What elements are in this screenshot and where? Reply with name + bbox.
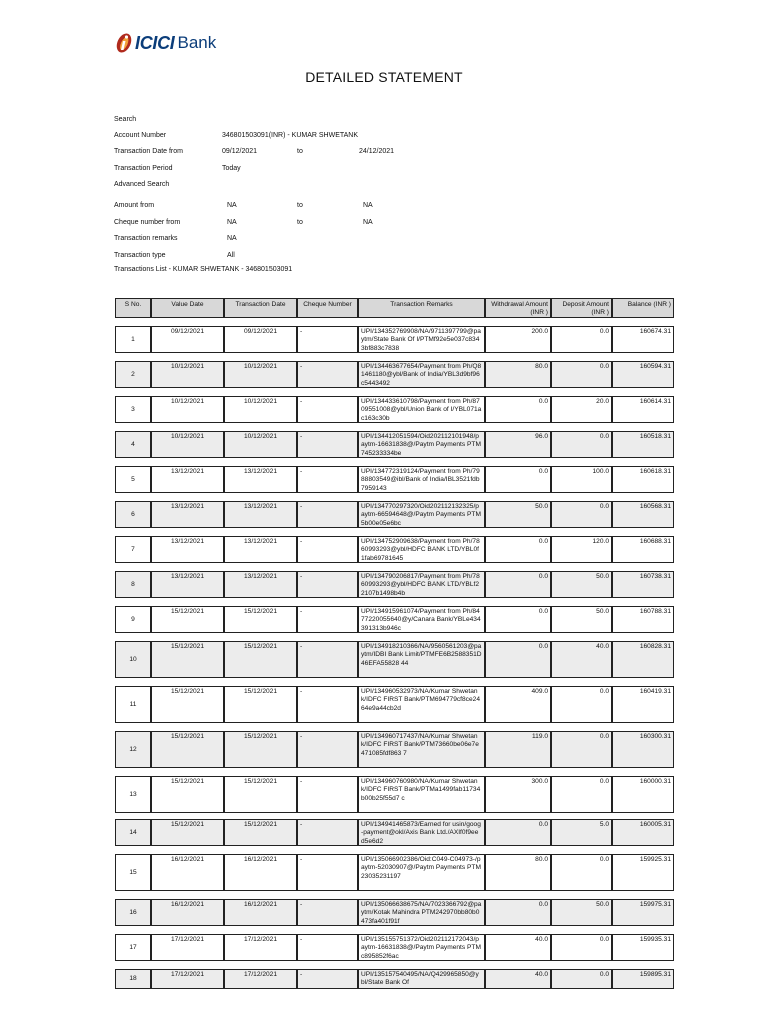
table-row	[115, 899, 674, 926]
cell-deposit: 0.0	[551, 731, 612, 768]
cell-withdrawal: 0.0	[485, 536, 551, 563]
advanced-search-label: Advanced Search	[114, 181, 170, 188]
cell-cheque: -	[297, 466, 358, 493]
type-label: Transaction type	[114, 252, 166, 259]
cell-txn-date: 10/12/2021	[224, 361, 297, 388]
cell-txn-date: 15/12/2021	[224, 731, 297, 768]
table-row	[115, 686, 674, 723]
cell-remarks: UPI/134960717437/NA/Kumar Shwetank/IDFC FIRST Bank/PTM73660be06e7e471085fdf863 7	[358, 731, 485, 768]
cell-sno: 18	[115, 969, 151, 989]
cell-withdrawal: 0.0	[485, 571, 551, 598]
cell-value-date: 15/12/2021	[151, 819, 224, 846]
cell-txn-date: 13/12/2021	[224, 571, 297, 598]
cell-sno: 3	[115, 396, 151, 423]
cell-deposit: 0.0	[551, 934, 612, 961]
cell-cheque: -	[297, 776, 358, 813]
cell-deposit: 0.0	[551, 686, 612, 723]
cell-cheque: -	[297, 934, 358, 961]
col-header: Value Date	[151, 298, 224, 318]
cell-cheque: -	[297, 396, 358, 423]
cell-deposit: 0.0	[551, 326, 612, 353]
cell-withdrawal: 0.0	[485, 396, 551, 423]
type-value: All	[227, 252, 235, 259]
cell-value-date: 10/12/2021	[151, 431, 224, 458]
date-to-value: 24/12/2021	[359, 148, 395, 155]
cell-cheque: -	[297, 431, 358, 458]
cell-value-date: 13/12/2021	[151, 501, 224, 528]
cell-balance: 160005.31	[612, 819, 674, 846]
cell-remarks: UPI/134752909638/Payment from Ph/7860993293@ybl/HDFC BANK LTD/YBL0f1fab69781645	[358, 536, 485, 563]
cell-sno: 9	[115, 606, 151, 633]
cell-cheque: -	[297, 606, 358, 633]
cell-remarks: UPI/135155751372/Oid202112172043/paytm-16631838@/Paytm Payments PTMc895852f6ac	[358, 934, 485, 961]
date-to-word: to	[297, 148, 303, 155]
cell-cheque: -	[297, 641, 358, 678]
cell-remarks: UPI/134918210366/NA/9560561203@paytm/IDBI Bank Limit/PTMFE6B2588351D46EFA55828 44	[358, 641, 485, 678]
table-row	[115, 431, 674, 458]
cell-sno: 2	[115, 361, 151, 388]
cell-txn-date: 17/12/2021	[224, 934, 297, 961]
cell-balance: 160000.31	[612, 776, 674, 813]
cell-withdrawal: 40.0	[485, 969, 551, 989]
cell-sno: 11	[115, 686, 151, 723]
cell-sno: 15	[115, 854, 151, 891]
logo-text-bank: Bank	[177, 33, 217, 52]
cell-balance: 160828.31	[612, 641, 674, 678]
table-row	[115, 854, 674, 891]
cell-cheque: -	[297, 731, 358, 768]
cell-sno: 7	[115, 536, 151, 563]
cell-balance: 160614.31	[612, 396, 674, 423]
search-heading: Search	[114, 116, 137, 123]
cell-value-date: 16/12/2021	[151, 899, 224, 926]
col-header: Transaction Remarks	[358, 298, 485, 318]
cell-value-date: 09/12/2021	[151, 326, 224, 353]
date-from-value: 09/12/2021	[222, 148, 258, 155]
cell-txn-date: 15/12/2021	[224, 606, 297, 633]
cell-balance: 160518.31	[612, 431, 674, 458]
cell-txn-date: 16/12/2021	[224, 899, 297, 926]
cell-remarks: UPI/134770297320/Oid202112132325/paytm-66594648@/Paytm Payments PTM5b00e05e6bc	[358, 501, 485, 528]
cell-withdrawal: 300.0	[485, 776, 551, 813]
cell-value-date: 15/12/2021	[151, 686, 224, 723]
table-row	[115, 641, 674, 678]
cell-value-date: 15/12/2021	[151, 641, 224, 678]
cell-value-date: 13/12/2021	[151, 536, 224, 563]
cell-balance: 160618.31	[612, 466, 674, 493]
col-header: Transaction Date	[224, 298, 297, 318]
cell-balance: 159975.31	[612, 899, 674, 926]
table-row	[115, 731, 674, 768]
table-row	[115, 571, 674, 598]
period-label: Transaction Period	[114, 165, 173, 172]
cell-deposit: 0.0	[551, 854, 612, 891]
table-row	[115, 934, 674, 961]
remarks-label: Transaction remarks	[114, 235, 178, 242]
transactions-list-label: Transactions List - KUMAR SHWETANK - 346801503091	[114, 266, 293, 273]
cell-value-date: 17/12/2021	[151, 934, 224, 961]
table-row	[115, 606, 674, 633]
cell-remarks: UPI/134352769908/NA/9711397799@paytm/State Bank Of I/PTMf92e5e037c8343bf883c7838	[358, 326, 485, 353]
amount-from-value: NA	[227, 202, 237, 209]
cell-sno: 16	[115, 899, 151, 926]
date-label: Transaction Date from	[114, 148, 183, 155]
cell-value-date: 15/12/2021	[151, 776, 224, 813]
table-row	[115, 969, 674, 989]
col-header: Deposit Amount (INR )	[551, 298, 612, 318]
cell-txn-date: 15/12/2021	[224, 686, 297, 723]
cell-balance: 159935.31	[612, 934, 674, 961]
table-row	[115, 361, 674, 388]
cell-value-date: 13/12/2021	[151, 571, 224, 598]
cell-remarks: UPI/134772319124/Payment from Ph/7988803549@ibl/Bank of India/IBL3521fdb7959143	[358, 466, 485, 493]
account-value: 346801503091(INR) - KUMAR SHWETANK	[222, 132, 359, 139]
cell-balance: 159895.31	[612, 969, 674, 989]
cell-txn-date: 16/12/2021	[224, 854, 297, 891]
cheque-to-word: to	[297, 219, 303, 226]
cell-remarks: UPI/135066902386/Oid:C049-C04973-/paytm-52030907@/Paytm Payments PTM23035231197	[358, 854, 485, 891]
cell-deposit: 0.0	[551, 431, 612, 458]
cell-remarks: UPI/134960760980/NA/Kumar Shwetank/IDFC FIRST Bank/PTMa1499fab11734b00b25f55d7 c	[358, 776, 485, 813]
cell-cheque: -	[297, 361, 358, 388]
cell-value-date: 10/12/2021	[151, 361, 224, 388]
logo-text: ICICI	[135, 32, 175, 53]
col-header: Balance (INR )	[612, 298, 674, 318]
cell-txn-date: 15/12/2021	[224, 776, 297, 813]
cell-withdrawal: 200.0	[485, 326, 551, 353]
cell-txn-date: 10/12/2021	[224, 396, 297, 423]
cell-remarks: UPI/134463677654/Payment from Ph/Q81461180@ybl/Bank of India/YBL3d9bf96c5443492	[358, 361, 485, 388]
cell-withdrawal: 0.0	[485, 606, 551, 633]
cell-withdrawal: 40.0	[485, 934, 551, 961]
table-row	[115, 396, 674, 423]
cell-balance: 160419.31	[612, 686, 674, 723]
cell-remarks: UPI/134960532973/NA/Kumar Shwetank/IDFC FIRST Bank/PTM694779cf8ce2464e9a44cb2d	[358, 686, 485, 723]
cell-txn-date: 13/12/2021	[224, 466, 297, 493]
cell-value-date: 13/12/2021	[151, 466, 224, 493]
cell-remarks: UPI/134941465873/Earned for usin/goog-payment@okl/Axis Bank Ltd./AXIf0f9eed5e6d2	[358, 819, 485, 846]
cell-deposit: 40.0	[551, 641, 612, 678]
cheque-label: Cheque number from	[114, 219, 181, 226]
cell-txn-date: 17/12/2021	[224, 969, 297, 989]
cell-sno: 10	[115, 641, 151, 678]
cell-remarks: UPI/134412051594/Oid202112101948/paytm-16631838@/Paytm Payments PTM745233334be	[358, 431, 485, 458]
cell-balance: 160688.31	[612, 536, 674, 563]
cell-deposit: 0.0	[551, 776, 612, 813]
cell-deposit: 0.0	[551, 969, 612, 989]
cell-cheque: -	[297, 326, 358, 353]
cell-cheque: -	[297, 969, 358, 989]
amount-to-word: to	[297, 202, 303, 209]
period-value: Today	[222, 165, 241, 172]
cell-cheque: -	[297, 686, 358, 723]
cell-remarks: UPI/134915961074/Payment from Ph/8477220055640@y/Canara Bank/YBLe434391313b946c	[358, 606, 485, 633]
cell-sno: 4	[115, 431, 151, 458]
cell-deposit: 50.0	[551, 899, 612, 926]
cell-txn-date: 09/12/2021	[224, 326, 297, 353]
cell-balance: 160568.31	[612, 501, 674, 528]
table-row	[115, 326, 674, 353]
cell-txn-date: 15/12/2021	[224, 819, 297, 846]
remarks-value: NA	[227, 235, 237, 242]
cell-remarks: UPI/134433610798/Payment from Ph/8709551008@ybl/Union Bank of I/YBL071ac163c30b	[358, 396, 485, 423]
cell-deposit: 120.0	[551, 536, 612, 563]
cell-balance: 160788.31	[612, 606, 674, 633]
cell-withdrawal: 96.0	[485, 431, 551, 458]
cell-txn-date: 10/12/2021	[224, 431, 297, 458]
cheque-to-value: NA	[363, 219, 373, 226]
table-row	[115, 501, 674, 528]
cell-txn-date: 15/12/2021	[224, 641, 297, 678]
cell-deposit: 0.0	[551, 361, 612, 388]
cell-withdrawal: 0.0	[485, 641, 551, 678]
cell-sno: 6	[115, 501, 151, 528]
cell-balance: 160300.31	[612, 731, 674, 768]
cell-sno: 17	[115, 934, 151, 961]
col-header: Cheque Number	[297, 298, 358, 318]
table-row	[115, 776, 674, 813]
amount-to-value: NA	[363, 202, 373, 209]
cheque-from-value: NA	[227, 219, 237, 226]
cell-withdrawal: 80.0	[485, 854, 551, 891]
table-row	[115, 819, 674, 846]
cell-value-date: 16/12/2021	[151, 854, 224, 891]
cell-sno: 14	[115, 819, 151, 846]
amount-label: Amount from	[114, 202, 155, 209]
cell-withdrawal: 409.0	[485, 686, 551, 723]
cell-withdrawal: 119.0	[485, 731, 551, 768]
page-title: DETAILED STATEMENT	[305, 69, 463, 85]
cell-deposit: 5.0	[551, 819, 612, 846]
cell-remarks: UPI/134790206817/Payment from Ph/7860993293@ybl/HDFC BANK LTD/YBLf22107b1498b4b	[358, 571, 485, 598]
cell-withdrawal: 0.0	[485, 899, 551, 926]
col-header: S No.	[115, 298, 151, 318]
table-row	[115, 466, 674, 493]
cell-balance: 160674.31	[612, 326, 674, 353]
cell-value-date: 10/12/2021	[151, 396, 224, 423]
cell-sno: 12	[115, 731, 151, 768]
statement-table-header	[115, 298, 674, 320]
cell-withdrawal: 80.0	[485, 361, 551, 388]
cell-balance: 159925.31	[612, 854, 674, 891]
cell-remarks: UPI/135157540495/NA/Q429965850@ybl/State Bank Of	[358, 969, 485, 989]
icici-bank-logo	[116, 30, 216, 56]
col-header: Withdrawal Amount (INR )	[485, 298, 551, 318]
cell-value-date: 17/12/2021	[151, 969, 224, 989]
cell-value-date: 15/12/2021	[151, 606, 224, 633]
cell-cheque: -	[297, 571, 358, 598]
cell-sno: 13	[115, 776, 151, 813]
cell-withdrawal: 0.0	[485, 466, 551, 493]
cell-deposit: 0.0	[551, 501, 612, 528]
cell-deposit: 50.0	[551, 571, 612, 598]
cell-balance: 160738.31	[612, 571, 674, 598]
cell-withdrawal: 50.0	[485, 501, 551, 528]
cell-txn-date: 13/12/2021	[224, 501, 297, 528]
account-label: Account Number	[114, 132, 167, 139]
cell-cheque: -	[297, 854, 358, 891]
cell-sno: 5	[115, 466, 151, 493]
cell-balance: 160594.31	[612, 361, 674, 388]
icici-logo-mark-icon	[116, 32, 132, 54]
cell-cheque: -	[297, 501, 358, 528]
cell-remarks: UPI/135066638675/NA/7023366792@paytm/Kotak Mahindra PTM242970bb80b0473fa401f91f	[358, 899, 485, 926]
table-row	[115, 536, 674, 563]
cell-deposit: 100.0	[551, 466, 612, 493]
cell-cheque: -	[297, 819, 358, 846]
cell-txn-date: 13/12/2021	[224, 536, 297, 563]
cell-value-date: 15/12/2021	[151, 731, 224, 768]
cell-withdrawal: 0.0	[485, 819, 551, 846]
cell-sno: 1	[115, 326, 151, 353]
cell-cheque: -	[297, 899, 358, 926]
cell-cheque: -	[297, 536, 358, 563]
cell-deposit: 50.0	[551, 606, 612, 633]
cell-sno: 8	[115, 571, 151, 598]
cell-deposit: 20.0	[551, 396, 612, 423]
